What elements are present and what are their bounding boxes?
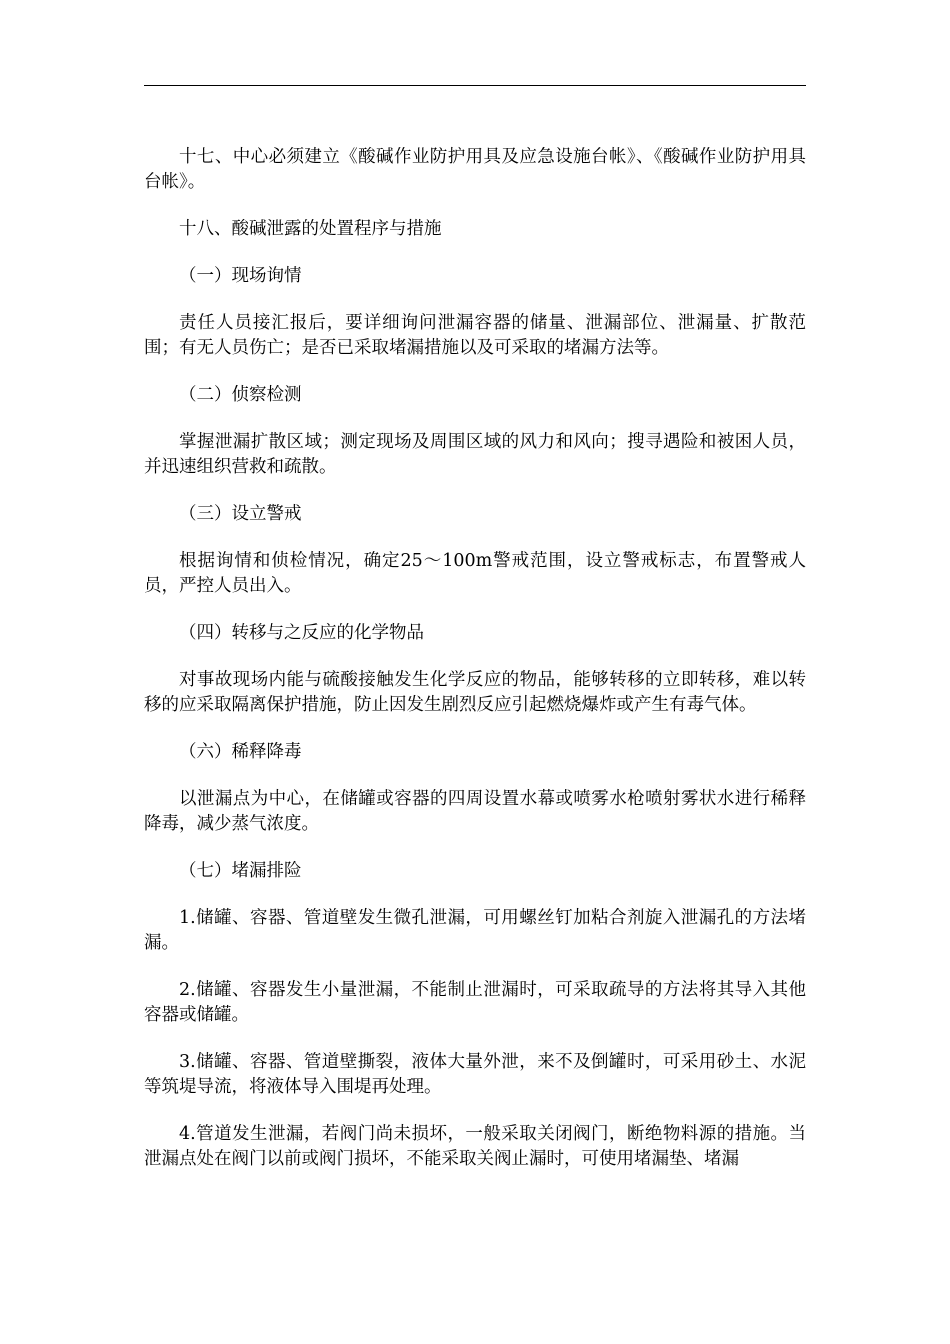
subheading-transfer-chemicals: （四）转移与之反应的化学物品 <box>179 623 424 643</box>
paragraph-17: 十七、中心必须建立《酸碱作业防护用具及应急设施台帐》、《酸碱作业防护用具台帐》。 <box>144 147 806 192</box>
subheading-dilution: （六）稀释降毒 <box>179 742 302 762</box>
subheading-cordon: （三）设立警戒 <box>179 504 302 524</box>
list-item-plugging-3: 3.储罐、容器、管道壁撕裂，液体大量外泄，来不及倒罐时，可采用砂土、水泥等筑堤导流，将液体导入围堤再处理。 <box>144 1052 806 1097</box>
document-body <box>144 145 806 1194</box>
section-heading-18: 十八、酸碱泄露的处置程序与措施 <box>179 219 442 239</box>
list-item-plugging-2: 2.储罐、容器发生小量泄漏，不能制止泄漏时，可采取疏导的方法将其导入其他容器或储罐。 <box>144 980 806 1025</box>
paragraph-transfer-chemicals: 对事故现场内能与硫酸接触发生化学反应的物品，能够转移的立即转移，难以转移的应采取隔离保护措施，防止因发生剧烈反应引起燃烧爆炸或产生有毒气体。 <box>144 670 806 715</box>
list-item-plugging-1: 1.储罐、容器、管道壁发生微孔泄漏，可用螺丝钉加粘合剂旋入泄漏孔的方法堵漏。 <box>144 908 806 953</box>
paragraph-cordon: 根据询情和侦检情况，确定25～100m警戒范围，设立警戒标志，布置警戒人员，严控人员出入。 <box>144 551 806 596</box>
paragraph-reconnaissance: 掌握泄漏扩散区域；测定现场及周围区域的风力和风向；搜寻遇险和被困人员，并迅速组织营救和疏散。 <box>144 432 806 477</box>
subheading-reconnaissance: （二）侦察检测 <box>179 385 302 405</box>
paragraph-dilution: 以泄漏点为中心，在储罐或容器的四周设置水幕或喷雾水枪喷射雾状水进行稀释降毒，减少蒸气浓度。 <box>144 789 806 834</box>
header-rule <box>144 85 806 86</box>
subheading-plugging: （七）堵漏排险 <box>179 861 302 881</box>
paragraph-site-inquiry: 责任人员接汇报后，要详细询问泄漏容器的储量、泄漏部位、泄漏量、扩散范围；有无人员伤亡；是否已采取堵漏措施以及可采取的堵漏方法等。 <box>144 313 806 358</box>
list-item-plugging-4: 4.管道发生泄漏，若阀门尚未损坏，一般采取关闭阀门，断绝物料源的措施。当泄漏点处在阀门以前或阀门损坏，不能采取关阀止漏时，可使用堵漏垫、堵漏 <box>144 1124 806 1169</box>
subheading-site-inquiry: （一）现场询情 <box>179 266 302 286</box>
